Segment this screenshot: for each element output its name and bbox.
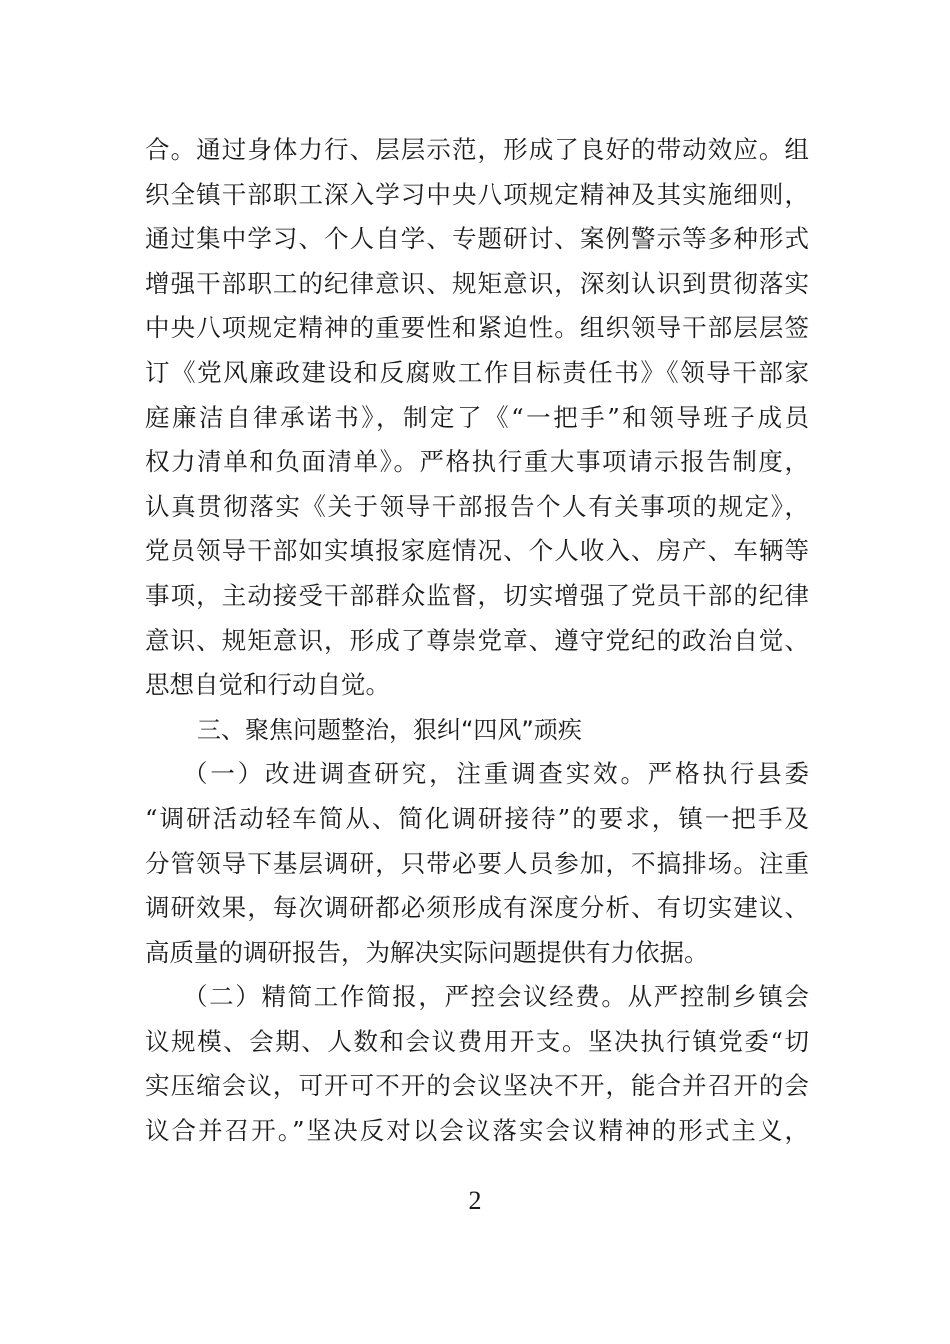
text-line: （二）精简工作简报，严控会议经费。从严控制乡镇会 <box>183 982 809 1012</box>
text-line: 分管领导下基层调研，只带必要人员参加，不搞排场。注重 <box>145 848 809 878</box>
text-line: 权力清单和负面清单》。严格执行重大事项请示报告制度， <box>145 447 809 477</box>
text-line: 思想自觉和行动自觉。 <box>145 670 390 700</box>
text-line: 通过集中学习、个人自学、专题研讨、案例警示等多种形式 <box>145 224 809 254</box>
body-text <box>145 128 809 1154</box>
section-heading: 三、聚焦问题整治，狠纠“四风”顽疾 <box>197 715 582 744</box>
text-line: 议合并召开。”坚决反对以会议落实会议精神的形式主义， <box>145 1116 809 1146</box>
text-line: 增强干部职工的纪律意识、规矩意识，深刻认识到贯彻落实 <box>145 268 809 298</box>
text-line: 议规模、会期、人数和会议费用开支。坚决执行镇党委“切 <box>145 1026 809 1056</box>
text-line: 订《党风廉政建设和反腐败工作目标责任书》《领导干部家 <box>145 357 809 387</box>
text-line: 事项，主动接受干部群众监督，切实增强了党员干部的纪律 <box>145 580 809 610</box>
text-line: 党员领导干部如实填报家庭情况、个人收入、房产、车辆等 <box>145 536 809 566</box>
text-line: 高质量的调研报告，为解决实际问题提供有力依据。 <box>145 937 709 967</box>
text-line: 庭廉洁自律承诺书》，制定了《“一把手”和领导班子成员 <box>145 402 809 432</box>
text-line: “调研活动轻车简从、简化调研接待”的要求，镇一把手及 <box>145 803 809 833</box>
page-number: 2 <box>468 1186 482 1215</box>
text-line: 调研效果，每次调研都必须形成有深度分析、有切实建议、 <box>145 893 809 923</box>
text-line: 实压缩会议，可开可不开的会议坚决不开，能合并召开的会 <box>145 1071 809 1101</box>
text-line: 中央八项规定精神的重要性和紧迫性。组织领导干部层层签 <box>145 313 809 343</box>
text-line: 意识、规矩意识，形成了尊崇党章、遵守党纪的政治自觉、 <box>145 625 809 655</box>
text-line: （一）改进调查研究，注重调查实效。严格执行县委 <box>183 759 809 789</box>
text-line: 认真贯彻落实《关于领导干部报告个人有关事项的规定》， <box>145 491 809 521</box>
text-line: 合。通过身体力行、层层示范，形成了良好的带动效应。组 <box>145 135 809 164</box>
text-line: 织全镇干部职工深入学习中央八项规定精神及其实施细则， <box>145 179 809 209</box>
